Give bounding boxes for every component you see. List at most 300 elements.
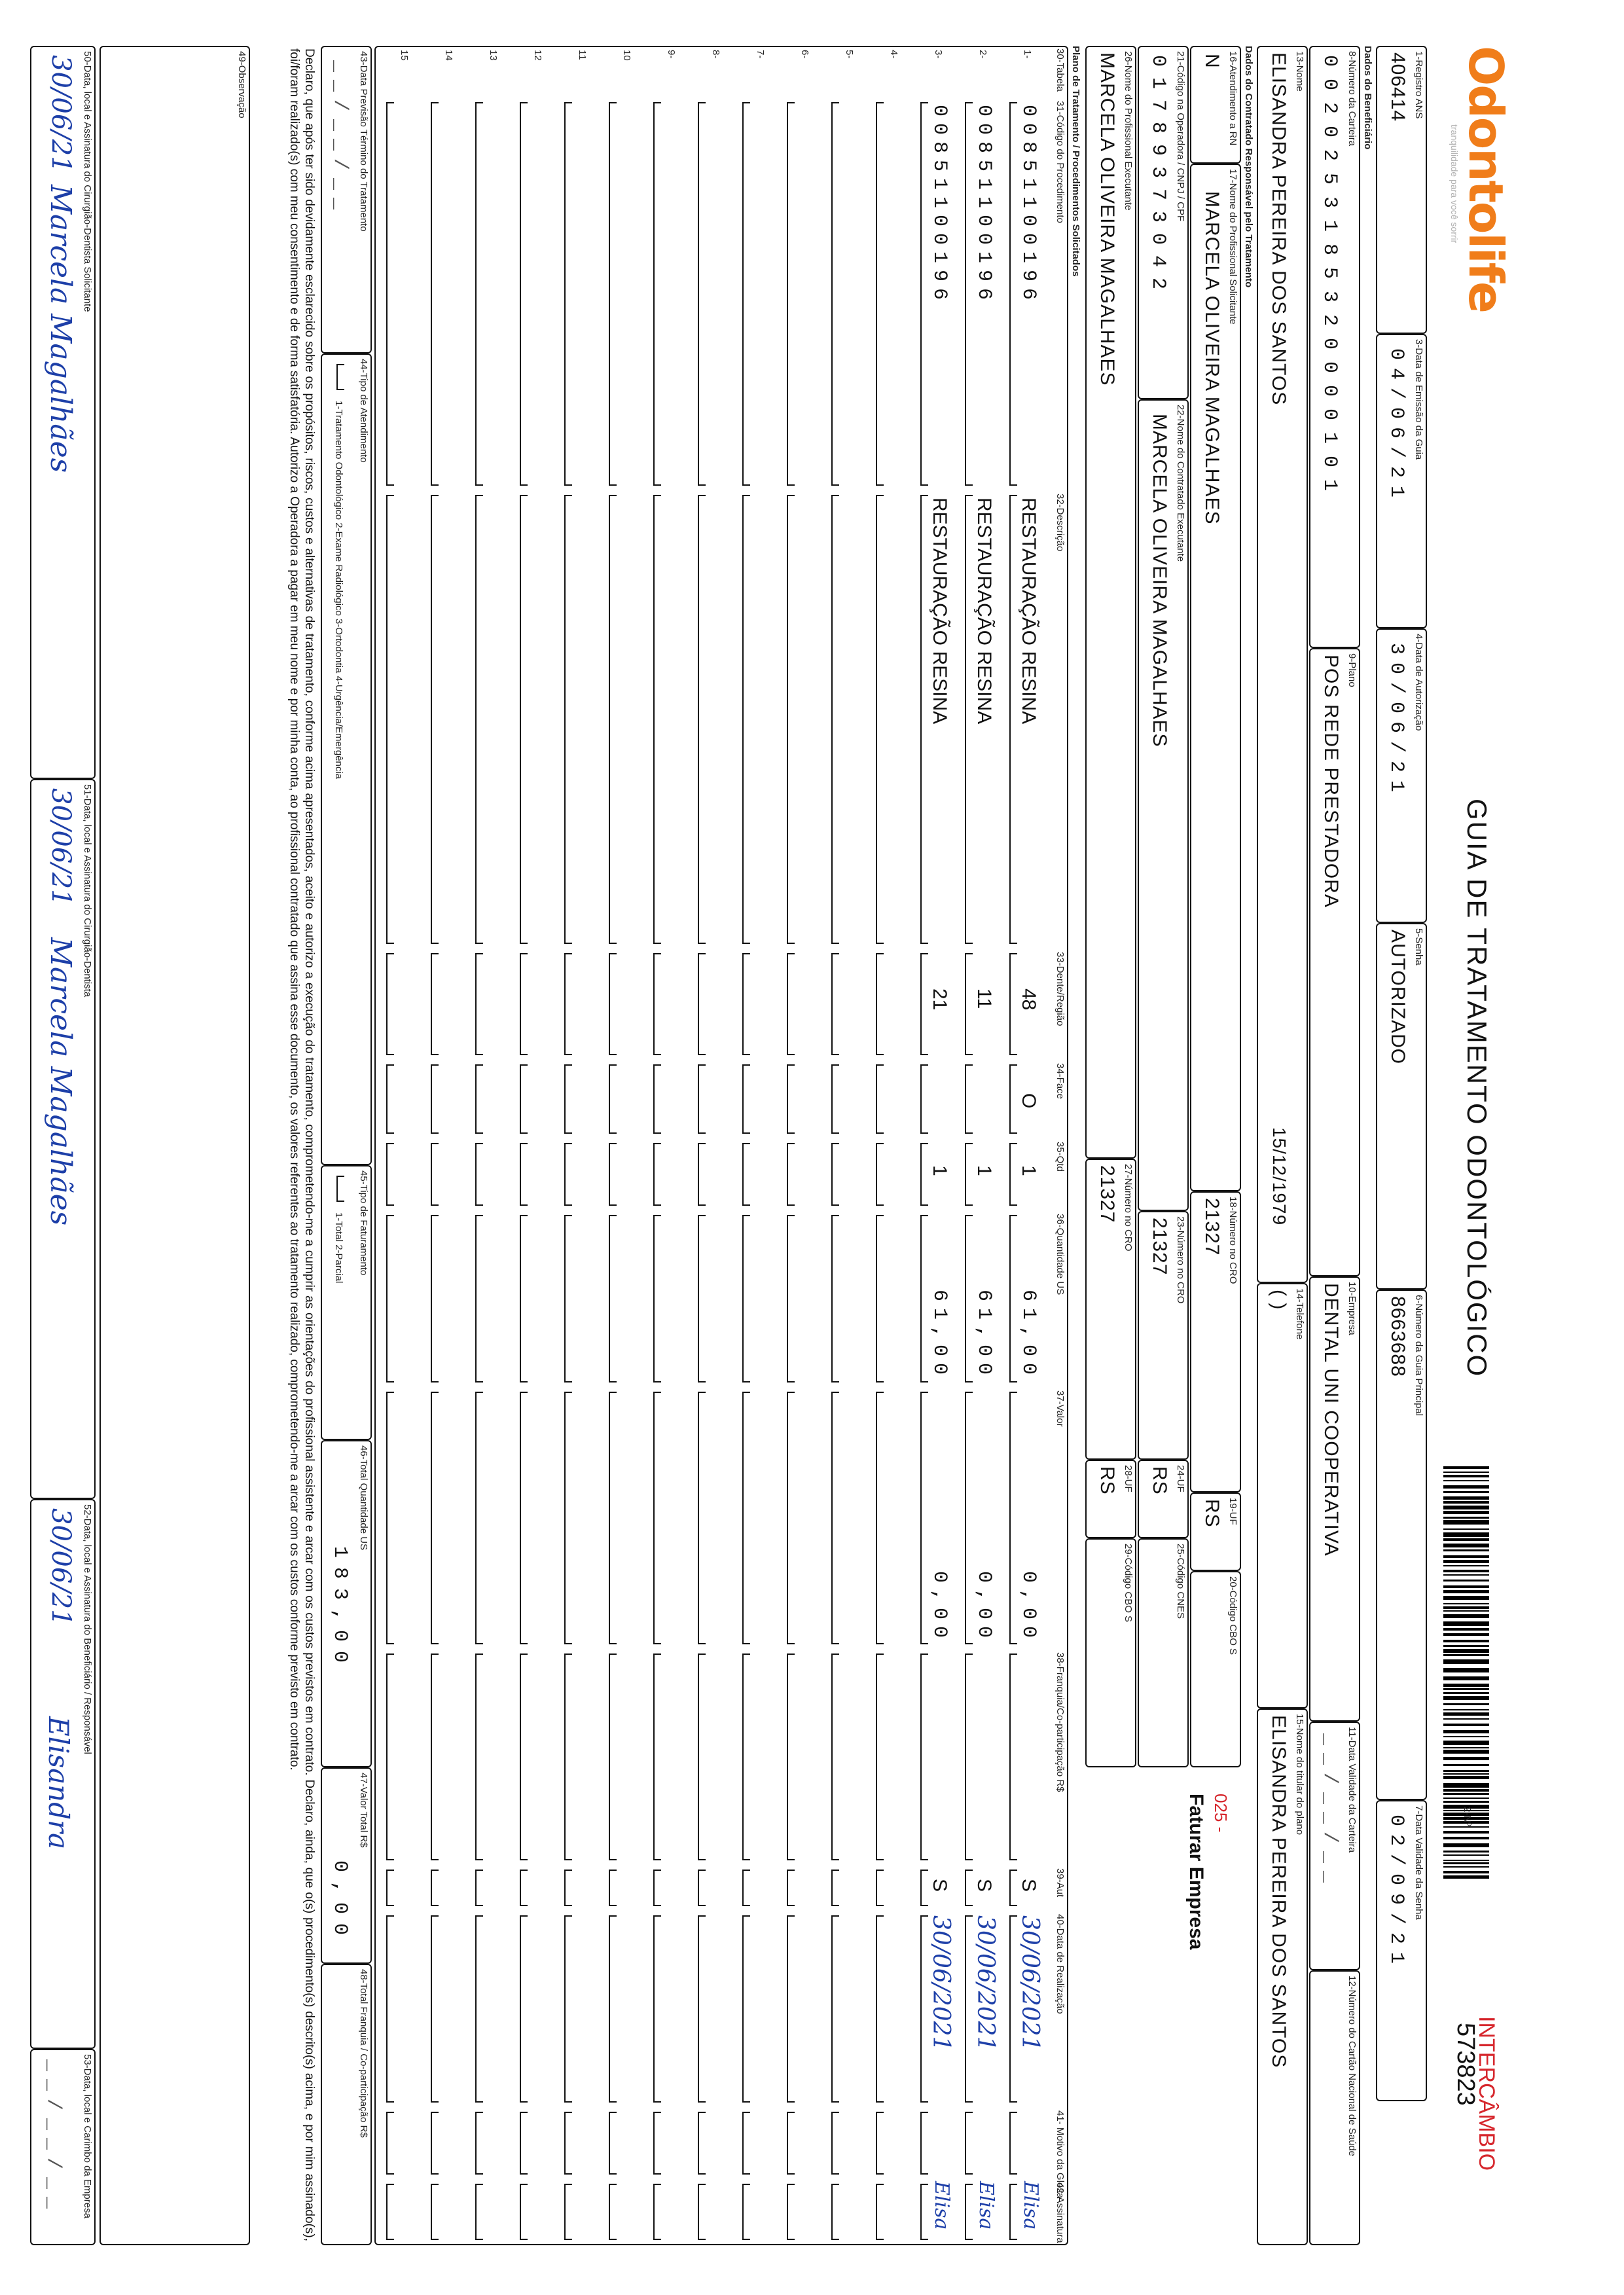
executing-professional-field[interactable]: 26-Nome do Profissional Executante MARCELA OLIVEIRA MAGALHAES [1085,46,1136,1159]
company-stamp-field[interactable]: 53-Data, local e Carimbo da Empresa __/__/__ [30,2049,96,2245]
entry-slot[interactable] [1009,2112,1017,2175]
procedure-row[interactable] [1004,46,1049,2245]
issue-date-field[interactable]: 3-Data de Emissão da Guia 04/06/21 [1376,334,1427,628]
cell-code: 00851100196 [928,105,950,307]
entry-slot[interactable] [831,1915,839,2103]
entry-slot[interactable] [742,1870,750,1906]
entry-slot[interactable] [431,1870,439,1906]
entry-slot[interactable] [742,1143,750,1206]
column-header: 30-Tabela [1055,48,1066,92]
entry-slot[interactable] [965,495,973,944]
procedure-row[interactable] [559,46,604,2245]
entry-slot[interactable] [742,953,750,1055]
entry-slot[interactable] [564,1915,572,2103]
row-number: 13 [488,50,499,61]
entry-slot[interactable] [920,2184,928,2240]
entry-slot[interactable] [742,1392,750,1644]
entry-slot[interactable] [787,1915,795,2103]
row-number: 6- [799,50,810,59]
entry-slot[interactable] [787,102,795,486]
column-header: 38-Franquia/Co-participação R$ [1055,1652,1066,1792]
entry-slot[interactable] [831,102,839,486]
column-header: 32-Descrição [1055,494,1066,552]
column-header: 39-Aut [1055,1868,1066,1898]
entry-slot[interactable] [386,1143,394,1206]
row-number: 7- [755,50,766,59]
entry-slot[interactable] [1009,1215,1017,1382]
cell-desc: RESTAURAÇÃO RESINA [929,497,950,725]
entry-slot[interactable] [520,1215,528,1382]
entry-slot[interactable] [876,102,884,486]
entry-slot[interactable] [876,1392,884,1644]
cell-tooth: 48 [1018,988,1039,1011]
entry-slot[interactable] [653,1064,661,1134]
entry-slot[interactable] [920,1064,928,1134]
entry-slot[interactable] [1009,2184,1017,2240]
requesting-cbo-field[interactable]: 20-Código CBO S [1190,1571,1241,1767]
entry-slot[interactable] [386,495,394,944]
entry-slot[interactable] [386,2184,394,2240]
entry-slot[interactable] [386,1653,394,1860]
entry-slot[interactable] [475,953,483,1055]
entry-slot[interactable] [520,2184,528,2240]
cell-us: 61,00 [928,1290,950,1382]
executing-dentist-signature-field[interactable]: 51-Data, local e Assinatura do Cirurgião-Dentista 30/06/21 Marcela Magalhães [30,779,96,1499]
entry-slot[interactable] [698,1870,706,1906]
entry-slot[interactable] [1009,1143,1017,1206]
entry-slot[interactable] [475,1143,483,1206]
password-field[interactable]: 5-Senha AUTORIZADO [1376,923,1427,1290]
entry-slot[interactable] [787,953,795,1055]
entry-slot[interactable] [653,1870,661,1906]
entry-slot[interactable] [876,2112,884,2175]
column-header: 37-Valor [1055,1390,1066,1427]
executing-professional-cro-field[interactable]: 27-Número no CRO 21327 [1085,1159,1136,1460]
procedure-row[interactable] [693,46,737,2245]
entry-slot[interactable] [876,1870,884,1906]
entry-slot[interactable] [564,1143,572,1206]
entry-slot[interactable] [787,2184,795,2240]
entry-slot[interactable] [698,2184,706,2240]
entry-slot[interactable] [520,102,528,486]
entry-slot[interactable] [787,1064,795,1134]
entry-slot[interactable] [920,953,928,1055]
requesting-uf-field[interactable]: 19-UF RS [1190,1492,1241,1571]
procedure-row[interactable] [960,46,1004,2245]
entry-slot[interactable] [564,2184,572,2240]
row-number: 5- [844,50,855,59]
column-header: 35-Qtd [1055,1142,1066,1172]
entry-slot[interactable] [564,953,572,1055]
entry-slot[interactable] [386,1064,394,1134]
cell-sign: Elisa [930,2181,953,2230]
entry-slot[interactable] [831,1215,839,1382]
entry-slot[interactable] [831,495,839,944]
entry-slot[interactable] [965,1392,973,1644]
entry-slot[interactable] [520,1064,528,1134]
beneficiary-signature-field[interactable]: 52-Data, local e Assinatura do Beneficiário / Responsável 30/06/21 Elisandra [30,1499,96,2049]
entry-slot[interactable] [609,1064,617,1134]
entry-slot[interactable] [431,953,439,1055]
total-us-field[interactable]: 46-Total Quantidade US 183,00 [321,1440,372,1767]
executing-contractor-uf-field[interactable]: 24-UF RS [1138,1460,1189,1538]
entry-slot[interactable] [787,1870,795,1906]
cell-value: 0,00 [928,1571,950,1645]
expected-end-date-field[interactable]: 43-Data Previsão Término do Tratamento __/__/__ [321,46,372,353]
column-header: 40-Data de Realização [1055,1914,1066,2014]
entry-slot[interactable] [698,1215,706,1382]
requesting-dentist-signature-field[interactable]: 50-Data, local e Assinatura do Cirurgião-Dentista Solicitante 30/06/21 Marcela Magalhães [30,46,96,779]
entry-slot[interactable] [876,1215,884,1382]
entry-slot[interactable] [386,1215,394,1382]
entry-slot[interactable] [475,1915,483,2103]
entry-slot[interactable] [609,1915,617,2103]
entry-slot[interactable] [564,102,572,486]
entry-slot[interactable] [564,1653,572,1860]
entry-slot[interactable] [876,495,884,944]
entry-slot[interactable] [698,1064,706,1134]
cell-qty: 1 [1018,1165,1039,1176]
company-field[interactable]: 10-Empresa DENTAL UNI COOPERATIVA [1309,1276,1360,1722]
total-copay-field[interactable]: 48-Total Franquia / Co-participação R$ [321,1964,372,2245]
entry-slot[interactable] [1009,1653,1017,1860]
observation-field[interactable]: 49-Observação [99,46,250,2245]
entry-slot[interactable] [564,1392,572,1644]
entry-slot[interactable] [653,495,661,944]
entry-slot[interactable] [431,1064,439,1134]
entry-slot[interactable] [742,1653,750,1860]
cell-qty: 1 [929,1165,950,1176]
entry-slot[interactable] [698,1653,706,1860]
entry-slot[interactable] [787,1653,795,1860]
entry-slot[interactable] [431,2112,439,2175]
entry-slot[interactable] [431,1392,439,1644]
procedure-row[interactable] [604,46,648,2245]
procedure-row[interactable] [425,46,470,2245]
entry-slot[interactable] [520,1870,528,1906]
entry-slot[interactable] [653,1215,661,1382]
main-guide-number-field[interactable]: 6-Número da Guia Principal 8663688 [1376,1290,1427,1800]
entry-slot[interactable] [876,953,884,1055]
executing-contractor-field[interactable]: 22-Nome do Contratado Executante MARCELA OLIVEIRA MAGALHAES [1138,399,1189,1211]
intercambio-label: INTERCÂMBIO [1474,2016,1499,2171]
authorization-date-field[interactable]: 4-Data de Autorização 30/06/21 [1376,628,1427,923]
total-value-field[interactable]: 47-Valor Total R$ 0,00 [321,1767,372,1964]
entry-slot[interactable] [564,1215,572,1382]
entry-slot[interactable] [431,102,439,486]
entry-slot[interactable] [876,1653,884,1860]
row-number: 2- [977,50,988,59]
entry-slot[interactable] [920,1215,928,1382]
procedure-row[interactable] [737,46,782,2245]
procedures-rows [381,46,1049,2245]
cell-qty: 1 [973,1165,995,1176]
row-number: 12 [532,50,543,61]
entry-slot[interactable] [787,1392,795,1644]
entry-slot[interactable] [520,1392,528,1644]
entry-slot[interactable] [831,953,839,1055]
procedure-row[interactable] [648,46,693,2245]
entry-slot[interactable] [386,1915,394,2103]
operator-code-field[interactable]: 21-Código na Operadora / CNPJ / CPF 01789373042 [1138,46,1189,399]
phone-field[interactable]: 14-Telefone ( ) [1257,1283,1308,1708]
requesting-professional-field[interactable]: 17-Nome do Profissional Solicitante MARCELA OLIVEIRA MAGALHAES [1190,164,1241,1191]
entry-slot[interactable] [386,102,394,486]
row-number: 8- [710,50,721,59]
procedure-row[interactable] [915,46,960,2245]
entry-slot[interactable] [520,2112,528,2175]
entry-slot[interactable] [965,2184,973,2240]
guide-number-label: 2-Nº [1462,1807,1473,1826]
entry-slot[interactable] [787,1215,795,1382]
cell-aut: S [973,1879,995,1892]
procedure-row[interactable] [782,46,826,2245]
cell-aut: S [929,1879,950,1892]
entry-slot[interactable] [609,1215,617,1382]
entry-slot[interactable] [653,1392,661,1644]
column-header: 42-Assinatura [1055,2182,1066,2243]
consent-declaration: Declaro, que após ter sido devidamente esclarecido sobre os propósitos, riscos, custos e alternativas de tratamento, conforme acima apresentados, aceito e autorizo a execução do tratamento, comprometendo-me a cumprir as orientações do profissional assistente e arcar com os custos previstos em contrato. Declaro, ainda, que o(s) procedimento(s) descrito(s) acima, e por mim assinado(s), foi/foram realizado(s) com meu consentimento e de forma satisfatória. Autorizo a Operadora a pagar em meu nome e por minha conta, ao profissional contratado que assina esse documento, os valores referentes ao tratamento realizado, comprometendo-me a arcar com os custos conforme previsto em contrato. [287,48,316,2241]
cell-date: 30/06/2021 [1017,1915,1043,2051]
procedure-row[interactable] [826,46,871,2245]
beneficiary-date: 30/06/21 [46,1508,76,1626]
birth-date: 15/12/1979 [1269,1127,1290,1226]
entry-slot[interactable] [698,1143,706,1206]
procedure-row[interactable] [871,46,915,2245]
row-number: 10 [621,50,632,61]
entry-slot[interactable] [965,2112,973,2175]
entry-slot[interactable] [475,2184,483,2240]
entry-slot[interactable] [520,1915,528,2103]
entry-slot[interactable] [475,1392,483,1644]
entry-slot[interactable] [876,1064,884,1134]
cell-sign: Elisa [1019,2181,1042,2230]
procedures-section-title: Plano de Tratamento / Procedimentos Solicitados [1070,46,1081,277]
card-number-field[interactable]: 8-Número da Carteira 0020253185320000101 [1309,46,1360,648]
executing-professional-uf-field[interactable]: 28-UF RS [1085,1460,1136,1538]
cell-face: O [1018,1093,1039,1109]
entry-slot[interactable] [386,1870,394,1906]
billing-code: 025 - [1211,1794,1231,1833]
entry-slot[interactable] [653,1653,661,1860]
guide-number: 573823 [1452,2023,1479,2106]
entry-slot[interactable] [653,2112,661,2175]
entry-slot[interactable] [564,2112,572,2175]
entry-slot[interactable] [742,102,750,486]
entry-slot[interactable] [742,1215,750,1382]
entry-slot[interactable] [742,495,750,944]
entry-slot[interactable] [609,495,617,944]
cnes-field[interactable]: 25-Código CNES [1138,1538,1189,1767]
entry-slot[interactable] [520,1653,528,1860]
entry-slot[interactable] [698,2112,706,2175]
cell-us: 61,00 [973,1290,995,1382]
odontolife-logo: Odontolife tranquilidade para você sorrir [1449,46,1513,312]
cell-aut: S [1018,1879,1039,1892]
entry-slot[interactable] [1009,1870,1017,1906]
entry-slot[interactable] [920,1143,928,1206]
entry-slot[interactable] [386,953,394,1055]
entry-slot[interactable] [475,102,483,486]
entry-slot[interactable] [475,1870,483,1906]
requesting-cro-field[interactable]: 18-Número no CRO 21327 [1190,1191,1241,1492]
entry-slot[interactable] [965,1064,973,1134]
cell-date: 30/06/2021 [928,1915,954,2051]
entry-slot[interactable] [653,953,661,1055]
entry-slot[interactable] [475,2112,483,2175]
entry-slot[interactable] [386,1392,394,1644]
entry-slot[interactable] [965,102,973,486]
entry-slot[interactable] [609,2184,617,2240]
entry-slot[interactable] [609,953,617,1055]
cell-code: 00851100196 [973,105,995,307]
entry-slot[interactable] [520,1143,528,1206]
form-title: GUIA DE TRATAMENTO ODONTOLÓGICO [1462,799,1492,1378]
entry-slot[interactable] [831,1870,839,1906]
entry-slot[interactable] [564,495,572,944]
column-header: 34-Face [1055,1063,1066,1100]
executing-dentist-signature: Marcela Magalhães [44,937,77,1226]
entry-slot[interactable] [742,2112,750,2175]
password-expiry-field[interactable]: 7-Data Validade da Senha 02/09/21 [1376,1800,1427,2101]
entry-slot[interactable] [1009,1064,1017,1134]
entry-slot[interactable] [698,102,706,486]
entry-slot[interactable] [876,1915,884,2103]
entry-slot[interactable] [698,495,706,944]
entry-slot[interactable] [431,1915,439,2103]
holder-name-field[interactable]: 15-Nome do titular do plano ELISANDRA PEREIRA DOS SANTOS [1257,1708,1308,2245]
entry-slot[interactable] [431,495,439,944]
entry-slot[interactable] [920,102,928,486]
cell-tooth: 21 [929,988,950,1011]
entry-slot[interactable] [609,1870,617,1906]
entry-slot[interactable] [609,102,617,486]
procedure-row[interactable] [381,46,425,2245]
entry-slot[interactable] [742,1064,750,1134]
entry-slot[interactable] [876,1143,884,1206]
cell-tooth: 11 [973,988,995,1009]
executing-contractor-cro-field[interactable]: 23-Número no CRO 21327 [1138,1211,1189,1460]
entry-slot[interactable] [742,1915,750,2103]
entry-slot[interactable] [965,953,973,1055]
entry-slot[interactable] [920,1870,928,1906]
entry-slot[interactable] [475,495,483,944]
beneficiary-section-title: Dados do Beneficiário [1362,46,1373,150]
entry-slot[interactable] [1009,1392,1017,1644]
executing-professional-cbo-field[interactable]: 29-Código CBO S [1085,1538,1136,1767]
entry-slot[interactable] [698,1392,706,1644]
entry-slot[interactable] [965,1870,973,1906]
entry-slot[interactable] [609,1653,617,1860]
entry-slot[interactable] [609,1392,617,1644]
row-number: 9- [666,50,677,59]
entry-slot[interactable] [698,1915,706,2103]
entry-slot[interactable] [831,1653,839,1860]
entry-slot[interactable] [520,495,528,944]
row-number: 1- [1022,50,1033,59]
billing-instruction: Faturar Empresa [1185,1794,1207,1950]
entry-slot[interactable] [564,1064,572,1134]
entry-slot[interactable] [475,1215,483,1382]
entry-slot[interactable] [431,1143,439,1206]
entry-slot[interactable] [831,1064,839,1134]
entry-slot[interactable] [965,1215,973,1382]
entry-slot[interactable] [920,2112,928,2175]
entry-slot[interactable] [920,1392,928,1644]
column-header: 36-Quantidade US [1055,1214,1066,1295]
entry-slot[interactable] [965,1653,973,1860]
row-number: 14 [443,50,454,61]
executing-dentist-date: 30/06/21 [46,788,76,906]
entry-slot[interactable] [653,102,661,486]
entry-slot[interactable] [653,2184,661,2240]
entry-slot[interactable] [653,1915,661,2103]
entry-slot[interactable] [475,1653,483,1860]
column-header: 31-Código do Procedimento [1055,101,1066,223]
card-expiry-field[interactable]: 11-Data Validade da Carteira __/__/__ [1309,1722,1360,1970]
contractor-section-title: Dados do Contratado Responsável pelo Tratamento [1243,46,1254,288]
entry-slot[interactable] [876,2184,884,2240]
plan-field[interactable]: 9-Plano POS REDE PRESTADORA [1309,648,1360,1276]
national-health-card-field[interactable]: 12-Número do Cartão Nacional de Saúde [1309,1970,1360,2245]
entry-slot[interactable] [831,1143,839,1206]
entry-slot[interactable] [1009,102,1017,486]
cell-desc: RESTAURAÇÃO RESINA [973,497,995,725]
beneficiary-name-field[interactable]: 13-Nome ELISANDRA PEREIRA DOS SANTOS 15/12/1979 [1257,46,1308,1283]
column-header: 33-Dente/Região [1055,952,1066,1026]
entry-slot[interactable] [520,953,528,1055]
entry-slot[interactable] [609,2112,617,2175]
entry-slot[interactable] [787,1143,795,1206]
entry-slot[interactable] [653,1143,661,1206]
entry-slot[interactable] [475,1064,483,1134]
entry-slot[interactable] [831,2184,839,2240]
procedures-header [1050,46,1066,2245]
ans-register-field[interactable]: 1-Registro ANS 406414 [1376,46,1427,334]
entry-slot[interactable] [831,1392,839,1644]
entry-slot[interactable] [431,2184,439,2240]
procedure-row[interactable] [514,46,559,2245]
row-number: 4- [888,50,899,59]
entry-slot[interactable] [1009,495,1017,944]
entry-slot[interactable] [920,495,928,944]
entry-slot[interactable] [386,2112,394,2175]
procedure-row[interactable] [470,46,514,2245]
entry-slot[interactable] [698,953,706,1055]
cell-value: 0,00 [1017,1571,1039,1645]
entry-slot[interactable] [787,495,795,944]
column-header: 41- Motivo da Glosa [1055,2110,1066,2199]
entry-slot[interactable] [965,1143,973,1206]
cell-us: 61,00 [1017,1290,1039,1382]
entry-slot[interactable] [1009,953,1017,1055]
entry-slot[interactable] [831,2112,839,2175]
service-type-field[interactable]: 44-Tipo de Atendimento 1-Tratamento Odontológico 2-Exame Radiológico 3-Ortodontia 4-Urgência/Emergência [321,353,372,1165]
cell-sign: Elisa [975,2181,998,2230]
entry-slot[interactable] [920,1653,928,1860]
cell-date: 30/06/2021 [972,1915,999,2051]
entry-slot[interactable] [787,2112,795,2175]
billing-type-field[interactable]: 45-Tipo de Faturamento 1-Total 2-Parcial [321,1165,372,1440]
row-number: 11 [577,50,588,60]
entry-slot[interactable] [609,1143,617,1206]
newborn-field[interactable]: 16-Atendimento a RN N [1190,46,1241,164]
dental-treatment-guide-form [7,26,1512,2252]
entry-slot[interactable] [431,1215,439,1382]
entry-slot[interactable] [564,1870,572,1906]
entry-slot[interactable] [431,1653,439,1860]
entry-slot[interactable] [742,2184,750,2240]
